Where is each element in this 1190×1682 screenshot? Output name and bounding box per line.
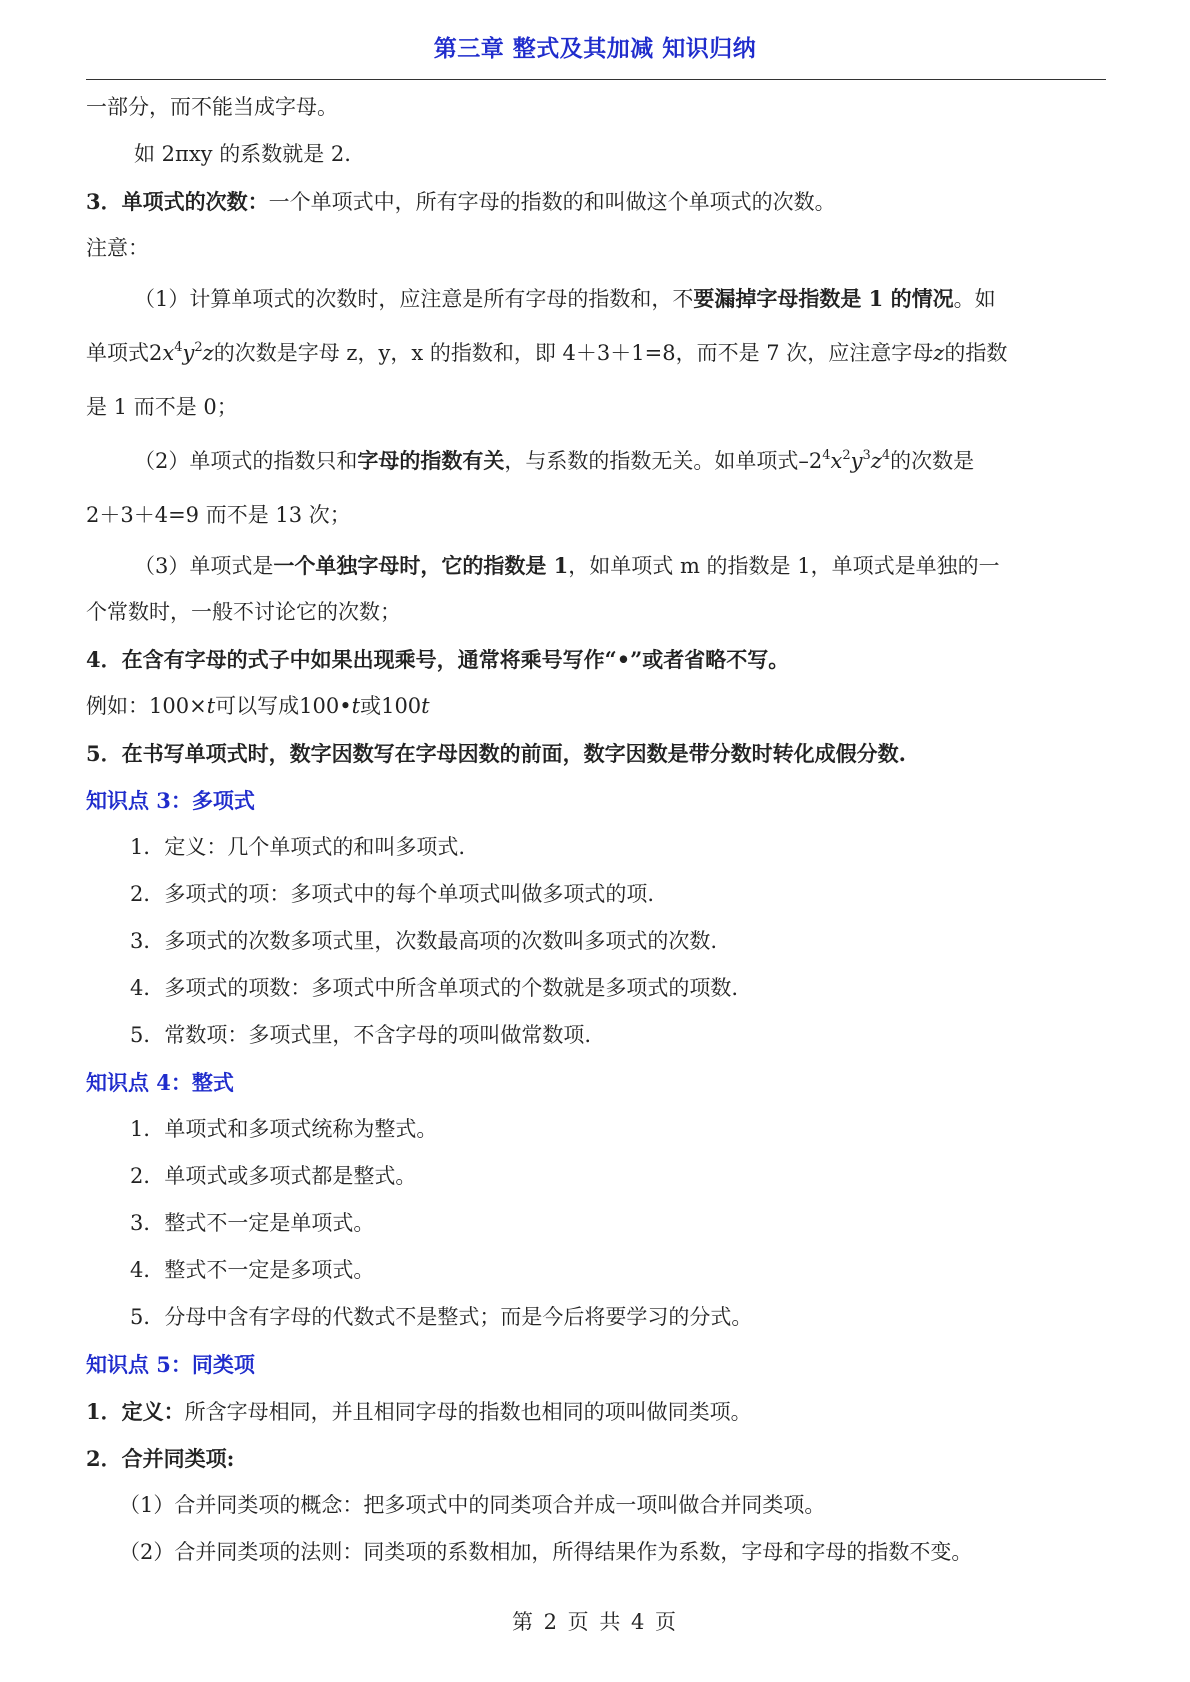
bold-text: 一个单独字母时，它的指数是 1 (273, 553, 569, 578)
list-item: 2．单项式或多项式都是整式。 (130, 1164, 417, 1188)
list-item: （1）合并同类项的概念：把多项式中的同类项合并成一项叫做合并同类项。 (119, 1493, 826, 1517)
math-formula: $2x^4y^2z$ (149, 339, 214, 365)
section-4-multiplication: 4．在含有字母的式子中如果出现乘号，通常将乘号写作“•”或者省略不写。 (86, 647, 790, 672)
paragraph-line: 如 2πxy 的系数就是 2. (134, 142, 351, 166)
text: 的次数是 (890, 449, 975, 473)
text: 的次数是字母 z，y，x 的指数和，即 4＋3＋1=8，而不是 7 次，应注意字母 (213, 341, 934, 365)
example-line (86, 683, 1106, 730)
text: 的指数 (944, 341, 1008, 365)
math-formula: 100•t (299, 694, 361, 718)
bold-heading: 3．单项式的次数： (86, 189, 269, 214)
bold-text: 要漏掉字母指数是 1 的情况 (693, 286, 954, 311)
list-item: 3．多项式的次数多项式里，次数最高项的次数叫多项式的次数. (130, 929, 718, 953)
text: 例如： (86, 694, 149, 718)
text: 所含字母相同，并且相同字母的指数也相同的项叫做同类项。 (184, 1400, 752, 1424)
section-3-degree (86, 178, 1106, 225)
text: 单项式 (86, 341, 149, 365)
math-variable: z (933, 341, 945, 365)
page-header-title: 第三章 整式及其加减 知识归纳 (433, 36, 757, 62)
math-formula: 100t (381, 694, 430, 718)
text: ，与系数的指数无关。如单项式 (504, 449, 799, 473)
list-item: 5．分母中含有字母的代数式不是整式；而是今后将要学习的分式。 (130, 1305, 753, 1329)
note-1-line (86, 272, 1106, 326)
math-formula: $-2^4x^2y^3z^4$ (798, 447, 891, 473)
header-divider (86, 79, 1106, 80)
list-item: 4．整式不一定是多项式。 (130, 1258, 375, 1282)
note-3-line (86, 542, 1106, 589)
list-item: 4．多项式的项数：多项式中所含单项式的个数就是多项式的项数. (130, 976, 739, 1000)
bold-heading: 1．定义： (86, 1399, 185, 1424)
text: （3）单项式是 (134, 554, 274, 578)
text: ，如单项式 m 的指数是 1，单项式是单独的一 (568, 554, 1000, 578)
note-2-line (86, 434, 1106, 488)
text: 。如 (953, 287, 996, 311)
knowledge-point-4-title: 知识点 4：整式 (86, 1070, 234, 1095)
note-2-line: 2＋3＋4=9 而不是 13 次； (86, 503, 351, 527)
paragraph-line: 一部分，而不能当成字母。 (86, 95, 338, 119)
text: 或 (360, 694, 382, 718)
definition-line (86, 1388, 1106, 1435)
list-item: 1．定义：几个单项式的和叫多项式. (130, 835, 466, 859)
bold-text: 字母的指数有关 (357, 448, 505, 473)
text: （2）单项式的指数只和 (134, 449, 358, 473)
document-body (86, 84, 1106, 1576)
text: 一个单项式中，所有字母的指数的和叫做这个单项式的次数。 (268, 190, 836, 214)
combine-terms-heading: 2．合并同类项: (86, 1446, 235, 1471)
knowledge-point-5-title: 知识点 5：同类项 (86, 1352, 255, 1377)
text: （1）计算单项式的次数时，应注意是所有字母的指数和，不 (134, 287, 694, 311)
list-item: 1．单项式和多项式统称为整式。 (130, 1117, 438, 1141)
list-item: 5．常数项：多项式里，不含字母的项叫做常数项. (130, 1023, 592, 1047)
note-1-line (86, 326, 1106, 380)
list-item: （2）合并同类项的法则：同类项的系数相加，所得结果作为系数，字母和字母的指数不变。 (119, 1540, 973, 1564)
text: 可以写成 (215, 694, 300, 718)
math-formula: 100×t (149, 694, 216, 718)
note-1-line: 是 1 而不是 0； (86, 395, 238, 419)
list-item: 3．整式不一定是单项式。 (130, 1211, 375, 1235)
note-label: 注意： (86, 236, 149, 260)
page-footer: 第 2 页 共 4 页 (511, 1610, 679, 1634)
knowledge-point-3-title: 知识点 3：多项式 (86, 788, 255, 813)
note-3-line: 个常数时，一般不讨论它的次数； (86, 600, 401, 624)
list-item: 2．多项式的项：多项式中的每个单项式叫做多项式的项. (130, 882, 655, 906)
section-5-writing: 5．在书写单项式时，数字因数写在字母因数的前面，数字因数是带分数时转化成假分数. (86, 741, 906, 766)
